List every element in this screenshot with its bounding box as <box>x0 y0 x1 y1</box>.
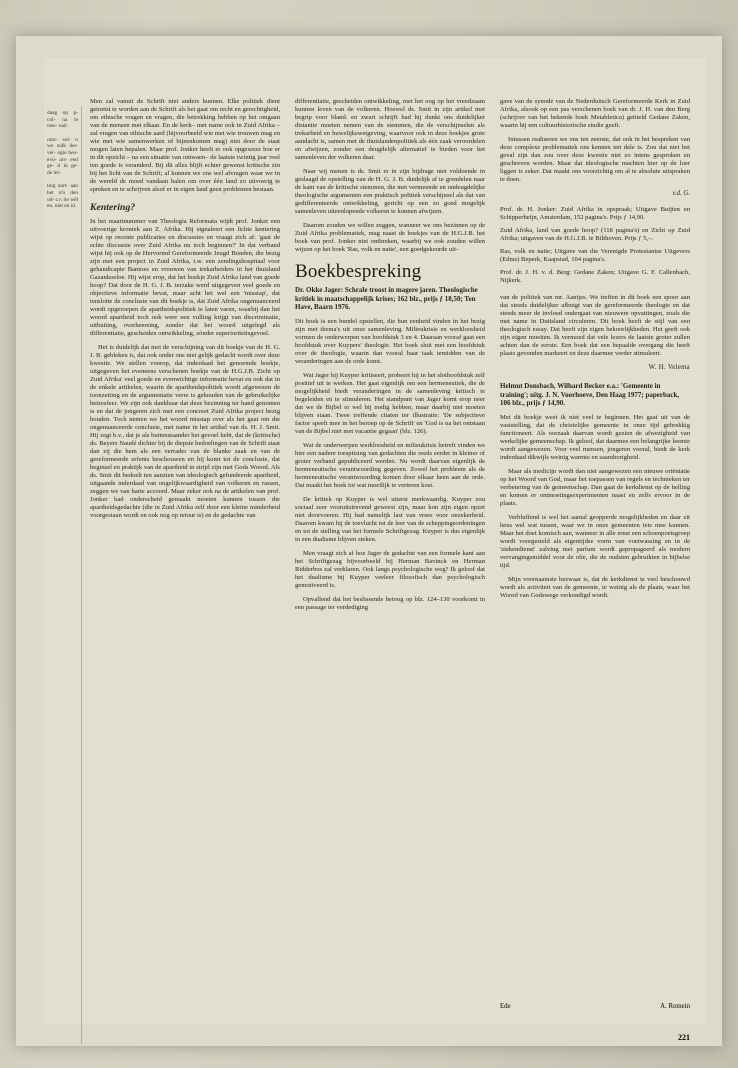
paper-sheet <box>16 36 722 1046</box>
margin-fragment: daag op p-cul- na ie otse- nair <box>47 110 78 130</box>
paragraph: Naar wij menen is ds. Smit er in zijn bijdrage niet voldoende in geslaagd de opstelling van de H. G. J. B. duidelijk af te grendelen naar de kant van de kritische stemmen, die met vermeende en ondeugdelijke theologische argumenten een praktisch politiek verschijnsel als dat van gedifferenteerde ontwikkeling, gericht op een zo goed mogelijk samenleven uiteenlopende volkeren te kunnen afwijzen. <box>295 168 485 215</box>
paragraph: Maar als medicijn wordt dan niet aangewezen een nieuwe oriëntatie op het Woord van God, maar het toepassen van regels en technieken ter verbetering van de gemeenschap. Dan gaat de kerkdienst op de helling en komen er ontmoetingsexperimenten naast en zelfs ervoor in de plaats. <box>500 467 690 507</box>
paragraph: van de politiek van mr. Aantjes. We treffen in dit boek een spoor aan dat steeds duidelijker afbuigt van de gereformeerde theologie en dat steeds meer de invloed ondergaat van nieuwere opvattingen, zoals die met name in Duitsland circuleren. Dit boek heeft de stijl van een theologisch essay. Dat heeft zijn eigen bekoorlijkheden. Het geeft ook zijn eigen moeiten. Ik vermoed dat vele lezers de laatste groter zullen achten dan de eerste. Een boek dat een bepaalde overgang die heeft plaats gevonden markeert en deze daarmee verder stimuleert. <box>500 294 690 357</box>
review-heading-donsbach: Helmut Donsbach, Wilhard Becker e.a.: 'Gemeente in training'; uitg. J. N. Voorhoeve, Den Haag 1977; paperback, 106 blz., prijs ƒ 14,90. <box>500 382 680 408</box>
paragraph: Men vraagt zich af hoe Jager de gedachte van een formele kant aan het Schriftgezag bijvoorbeeld bij Herman Bavinck en Herman Ridderbos zal verklaren. Ook langs psychologische weg? Ik geloof dat het dualisme bij Kuyper veeleer filosofisch dan psychologisch gemotiveerd is. <box>295 549 485 589</box>
column-two <box>295 98 485 1028</box>
margin-fragment: ontc- sol- n we zulk der- ver- ogie heo- evo- ars- end ge- d in ge- de lei- <box>47 136 78 176</box>
book-reference: Zuid Afrika, land van goede hoop? (118 pagina's) en Zicht op Zuid Afrika; uitgaven van de H.G.J.B. te Bilthoven. Prijs ƒ 5,–. <box>500 227 690 242</box>
page-content-area <box>44 58 706 1042</box>
paragraph: differentiatie, gescheiden ontwikkeling, met het oog op het vreedzaam kunnen leven van de volkeren. Hoewel ds. Smit in zijn artikel met begrip voor bland. en zwart schrijft had hij dunkt ons duidelijker distantie moeten nemen van de stemmen, die de verschijnselen als trekarbeid en huwelijkswetgeving, waarvoor ook in deze boekjes grote aandacht is, samen met de thuislandenpolitiek als één zaak veroordelen en afwijzen, zonder een deugdelijk alternatief te bieden voor het samenleven der volkeren daar. <box>295 98 485 161</box>
paragraph: Mijn voornaamste bezwaar is, dat de kerkdienst te veel beschouwd wordt als activiteit van de gemeente, te weinig als de plaats, waar het Woord van Godswege verkondigd wordt. <box>500 575 690 599</box>
left-margin-fragment-column <box>44 106 82 1044</box>
book-reference: Ras, volk en natie; Uitgave van die Verenigde Protestantse Uitgevers (Edms) Beperk, Kaapstad, 104 pagina's. <box>500 248 690 263</box>
paragraph: Opvallend dat het beslissende betoog op blz. 124–130 voorkomt in een passage ter verdediging <box>295 595 485 611</box>
footer-place: Ede <box>500 1003 511 1010</box>
reviewer-signature-velema: W. H. Velema <box>648 364 690 371</box>
paragraph: gave van de synode van de Nederduitsch Gereformeerde Kerk in Zuid Afrika, alsook op een pas verschenen boek van dr. J. H. van den Berg (schrijver van het bekende boek Metabletica) getiteld Gedane Zaken, waarin hij een cultuurhistorische studie geeft. <box>500 98 690 129</box>
article-columns <box>90 98 690 1042</box>
paragraph: Dit boek is een bundel opstellen, die hun eenheid vinden in het bezig zijn met thema's uit onze samenleving. Milieukrisis en werkloosheid vormen de onderwerpen van hoofdstuk 3 en 4. Daaraan vooraf gaat een hoofdstuk over Kuypers' theologie. Het boek sluit met een hoofdstuk over de theologie, waarin dan vooral haar taak temidden van de veranderingen aan de orde komt. <box>295 317 485 365</box>
paragraph: Het is duidelijk dat met de verschijning van dit boekje van de H. G. J. B. gebleken is, dat ook onder ons niet gelijk gedacht wordt over deze kwestie. We stellen voorop, dat inderdaad het genoemde boekje, uitgegeven het eveneens verschenen boekje van de H.G.J.B. Zicht op Zuid Afrika' veel goede en evenwichtige informatie bevat en ook dat in de enkele artikelen, waarin de apartheidspolitiek wordt afgewezen de toonzetting en de argumentatie verre is gehouden van de gebruikelijke hetzesfeer. We zijn ook dankbaar dat deze bezinning ter hand genomen is en dat de jongeren zich met een concreet Zuid Afrika project bezig houden. Toch nemen we het woord misstap over als het gaat om die ongenuanceerde conclusie, met name in het artikel van ds. H. J. Smit. Hij zegt b.v., dat je als buitenstaander het gevoel hebt, dat de (kritische) ds. Beyers Naudé dichter bij de diepste bedoelingen van de Schrift staat dan zij die hem als een verrader van de blanke zaak en van de gereformeerde erfenis beschouwen en hij komt tot de conclusie, dat beginsel en praktijk van de apartheid in strijd zijn met Gods Woord. Als ds. Smit dit bedoelt ten aanzien van ideologisch gefundeerde apartheid, uitgaande inderdaad van ongelijkwaardigheid van volkeren en rassen, zeggen we van harte accoord. Maar zeker ook na de artikelen van prof. Jonker had onderscheid gemaakt moeten kunnen tussen die apartheidsgedachte (die in Zuid Afrika zelf door een kleine minderheid voorgestaan wordt en ook nog op retour is) en de gedachte van <box>90 344 280 519</box>
author-signature: v.d. G. <box>672 190 690 197</box>
page-footer <box>500 1003 690 1010</box>
column-three <box>500 98 690 1028</box>
paragraph: De kritiek op Kuyper is wel uiterst merkwaardig. Kuyper zou sociaal zeer vooruitstrevend geweest zijn, maar kon zijn eigen opzet niet doorvoeren. Hij had namelijk last van vrees voor onzekerheid. Daarom kwam hij de toevlucht tot de leer van de scheppingsordeningen en tot de stelling van het formele Schriftgezag. Kuyper is dus eigenlijk in een dualisme blijven steken. <box>295 495 485 543</box>
subheading-kentering: Kentering? <box>90 202 136 213</box>
paragraph: Men zal vanuit de Schrift niet anders kunnen. Elke politiek dient getoetst te worden aan de Schrift als het gaat om recht en gerechtigheid, om ethische vragen en vragen, die betrekking hebben op het omgaan van de mensen met elkaar. En de kerk– met name ook in Zuid Afrika – zal vragen van ethische aard (bijvoorbeeld wie met wie trouwen mag en wie met wie samenwerken of bijeenkomen mag) niet door de staat mogen laten bepalen. Maar prof. Jonker heeft er ook opgeweze hoe er in dit opzicht – na een situatie van ontwaen– de laatste twintig jaar veel ten goede is veranderd. Bij dit alles blijft echter gewenst kritische zin bij het licht van de Schrift; al kunnen we ons wel afvragen waar we in de wereld de moed vandaan halen om over één land zo uitvoerig te spreken en te schrijven alsof er in eigen land geen problemen bestaan. <box>90 98 280 193</box>
paragraph: Verbluffend is wel het aantal geopperde mogelijkheden en daar zit heus wel wat tussen, waar we in onze gemeenten iets mee kunnen. Maar het doet komisch aan, wanneer in alle ernst een schoenpoetsgroep wordt voorgesteld als eigentijdse vorm van voetwassing en in de 'ziekendienst' zalving met parfum wordt gepropageerd als modern vervangingsmiddel voor de olie, die de oudsten gebruikten in bijbelse tijd. <box>500 513 690 569</box>
footer-author: A. Romein <box>660 1003 690 1010</box>
paragraph: Met dit boekje weet ik niet veel te beginnen. Het gaat uit van de vaststelling, dat de christelijke gemeente in onze tijd gebrekkig functioneert. Als oorzaak daarvan wordt gezien de afwezigheid van werkelijke gemeenschap. Ik geloof, dat daarmee een belangrijke leemte wordt aangewezen. Voor veel mensen, jongeren vooral, biedt de kerk inderdaad dikwijls weinig warmte en saamhorigheid. <box>500 413 690 461</box>
section-title-boekbespreking: Boekbespreking <box>295 261 422 282</box>
paragraph: Wat de onderwerpen werkloosheid en milieukrisis betreft vinden we hier een nadere toespitsing van gedachten die reeds eerder in kleiner of groter verband gepubliceerd werden. Nu wordt daarvan eigenlijk de hermeneutische verantwoording gegeven. Zowel het probleem als de hermeneutische verantwoording komen door elkaar heen aan de orde. Dat maakt het boek tot wat moeilijk te verteren kost. <box>295 441 485 489</box>
book-reference-list <box>500 206 690 285</box>
column-one <box>90 98 280 1028</box>
book-reference: Prof. dr. H. Jonker: Zuid Afrika in opspraak; Uitgave Buijten en Schipperheijn, Amsterdam, 152 pagina's. Prijs ƒ 14,90. <box>500 206 690 221</box>
paragraph: Intussen realiseren we ons ten zeerste, dat ook in het bespreken van deze complexe problematiek ons kennen ten dele is. Zou dat niet het geval zijn dan zou over deze kwestie niet zo intens gesproken en geschreven worden. Maar dat ideologische machten hier op de loer liggen is zeker. Dat maakt ons voorzichtig om al te absolute uitspraken te doen. <box>500 136 690 183</box>
margin-fragment: ting uurt- aan het o'n den od- t.v. tie wêl en. niet en id. <box>47 183 78 210</box>
page-number: 221 <box>678 1033 690 1042</box>
paragraph: Daarom zouden we willen zeggen, wanneer we ons bezinnen op de Zuid Afrika problematiek, mag naast de boekjes van de H.G.J.B. het boek van prof. Jonker niet ontbreken, waarbij we ook zouden willen wijzen op het boek 'Ras, volk en natie', een goedgekeurde uit- <box>295 222 485 253</box>
paragraph: In het maartnummer van Theologia Reformata wijdt prof. Jonker een uitvoerige kroniek aan Z. Afrika. Hij signaleert een lichte kentering wijst op recente publicaties en discussies en vraagt zich af: 'gaat de echte discussie over Zuid Afrika nu toch beginnen?' In dat verband wijst hij ook op de Hervormd Gereformeerde Jeugd Bonden, die bezig zijn met een project in Zuid Afrika, t.w. een zendingshospitaal voor gehandicapte Bantoes en vrouwen van trekarbeiders in het thuisland Gazankoeloe. Hij wijst erop, dat het boekje Zuid Afrika land van goede hoop? Dat door de H. G. J. B. terzake werd uitgegeven veel goede en objectieve informatie bevat, maar acht het wel een 'misstap', dat tenslotte de conclusie van dit boekje is, dat Zuid Afrika ongenuanceerd wordt opgeroepen de apartheidspolitiek te laten varen, waarbij dan het woord apartheid toch ook weer een vulling krijgt van discriminatie, uitbuiting, overheersing, zonder dat het woord uitgelegd als differentiatie, gescheiden ontwikkeling, zónder superioriteitsgevoel. <box>90 218 280 337</box>
paragraph: Wat Jager bij Kuyper kritiseert, probeert hij in het slothoofdstuk zelf positief uit te werken. Het gaat eigenlijk om een hermeneutiek, die de mogelijkheid biedt veranderingen in de samenleving kritisch te begeleiden en te stimuleren. Het standpunt van Jager komt erop neer dat we de Bijbel er wel bij nodig hebben, maar daarbij niet moeten blijven staan. Twee treffende citaten ter illustratie: 'De subjectieve factor speelt mee in het beroep op de Schrift' en 'God is na het ontstaan van de Bijbel niet met vacantie gegaan' (blz. 126). <box>295 371 485 435</box>
review-heading-jager: Dr. Okke Jager: Schrale troost in magere jaren. Theologische kritiek in maatschappelijk krises; 162 blz., prijs ƒ 18,50; Ten Have, Baarn 1976. <box>295 286 478 312</box>
book-reference: Prof. dr. J. H. v. d. Berg: Gedane Zaken; Uitgave G. F. Callenbach, Nijkerk. <box>500 269 690 284</box>
